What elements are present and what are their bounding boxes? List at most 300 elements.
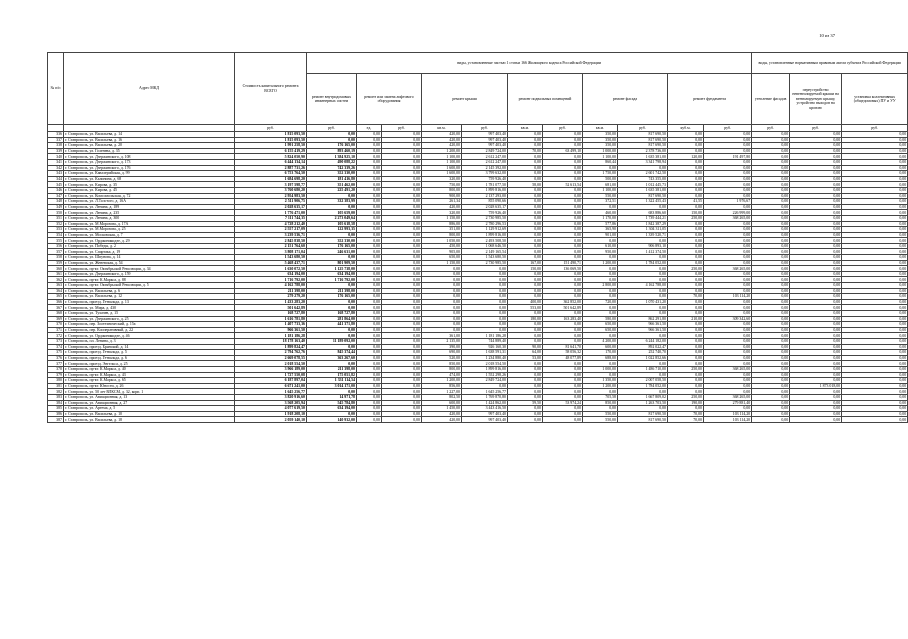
amount-cell: 168 727,80 xyxy=(307,311,357,317)
value-cell: 368 265,00 xyxy=(704,366,752,372)
value-cell: 0,00 xyxy=(842,383,908,389)
value-cell: 1 200,00 xyxy=(422,148,462,154)
value-cell: 0,00 xyxy=(752,406,790,412)
value-cell: 0,00 xyxy=(357,238,382,244)
value-cell: 0,00 xyxy=(790,333,842,339)
value-cell: 53 974,24 xyxy=(543,400,583,406)
value-cell: 0,00 xyxy=(357,311,382,317)
value-cell: 0,00 xyxy=(704,187,752,193)
value-cell: 0,00 xyxy=(357,232,382,238)
value-cell: 0,00 xyxy=(382,143,422,149)
address-cell: г. Ставрополь, ул. Васильева, д. 6 xyxy=(64,288,235,294)
value-cell: 0,00 xyxy=(508,322,543,328)
amount-cell: 363 267,60 xyxy=(307,355,357,361)
value-cell: 0,00 xyxy=(618,361,668,367)
value-cell: 368 265,00 xyxy=(704,394,752,400)
value-cell: 0,00 xyxy=(790,171,842,177)
amount-cell: 1 991 258,50 xyxy=(235,143,307,149)
col-header-foundation: ремонт фундамента xyxy=(668,74,752,125)
value-cell: 860,44 xyxy=(583,159,618,165)
value-cell: 0,00 xyxy=(790,305,842,311)
value-cell: 420,00 xyxy=(422,143,462,149)
value-cell: 759 926,40 xyxy=(462,176,508,182)
value-cell: 0,00 xyxy=(842,294,908,300)
value-cell: 0,00 xyxy=(842,355,908,361)
row-number: 344 xyxy=(48,176,64,182)
row-number: 372 xyxy=(48,333,64,339)
row-number: 360 xyxy=(48,266,64,272)
amount-cell: 0,00 xyxy=(307,327,357,333)
value-cell: 900,00 xyxy=(422,193,462,199)
value-cell: 0,00 xyxy=(668,260,704,266)
value-cell: 0,00 xyxy=(842,283,908,289)
value-cell: 0,00 xyxy=(790,316,842,322)
value-cell: 862 291,80 xyxy=(618,316,668,322)
value-cell: 0,00 xyxy=(790,350,842,356)
value-cell: 0,00 xyxy=(508,394,543,400)
amount-cell: 441 371,80 xyxy=(307,322,357,328)
value-cell: 0,00 xyxy=(422,283,462,289)
value-cell: 997 403,40 xyxy=(462,137,508,143)
value-cell: 2 800,00 xyxy=(583,283,618,289)
address-cell: г. Ставрополь, пр-кт. Октябрьской Революции, д. 34 xyxy=(64,266,235,272)
value-cell: 0,00 xyxy=(704,148,752,154)
value-cell: 0,00 xyxy=(842,132,908,138)
value-cell: 0,00 xyxy=(357,294,382,300)
amount-cell: 176 165,00 xyxy=(307,294,357,300)
value-cell: 0,00 xyxy=(462,288,508,294)
value-cell: 0,00 xyxy=(790,199,842,205)
address-cell: г. Ставрополь, ул. Тухачев, д. 15 xyxy=(64,311,235,317)
value-cell: 0,00 xyxy=(668,288,704,294)
unit-cell: руб. xyxy=(752,125,790,132)
amount-cell: 140 932,00 xyxy=(307,417,357,423)
value-cell: 0,00 xyxy=(668,305,704,311)
row-number: 342 xyxy=(48,165,64,171)
value-cell: 0,00 xyxy=(752,255,790,261)
row-number: 349 xyxy=(48,204,64,210)
value-cell: 0,00 xyxy=(357,271,382,277)
amount-cell: 1 384 925,10 xyxy=(307,154,357,160)
value-cell: 0,00 xyxy=(842,299,908,305)
value-cell: 0,00 xyxy=(752,271,790,277)
value-cell: 997 403,40 xyxy=(462,143,508,149)
value-cell: 0,00 xyxy=(382,154,422,160)
value-cell: 1 000,00 xyxy=(583,148,618,154)
value-cell: 252 740,70 xyxy=(618,350,668,356)
value-cell: 743 355,00 xyxy=(618,176,668,182)
value-cell: 70,00 xyxy=(668,294,704,300)
value-cell: 70,00 xyxy=(508,148,543,154)
row-number: 365 xyxy=(48,294,64,300)
value-cell: 0,00 xyxy=(382,338,422,344)
value-cell: 850,00 xyxy=(422,361,462,367)
value-cell: 1 100,00 xyxy=(422,159,462,165)
value-cell: 0,00 xyxy=(357,266,382,272)
amount-cell: 0,00 xyxy=(307,411,357,417)
row-number: 338 xyxy=(48,143,64,149)
row-number: 350 xyxy=(48,210,64,216)
value-cell: 0,00 xyxy=(790,311,842,317)
value-cell: 1 129 912,69 xyxy=(462,227,508,233)
value-cell: 0,00 xyxy=(704,137,752,143)
value-cell: 210,00 xyxy=(668,316,704,322)
amount-cell: 0,00 xyxy=(307,137,357,143)
value-cell: 0,00 xyxy=(462,294,508,300)
value-cell: 0,00 xyxy=(842,232,908,238)
value-cell: 550,00 xyxy=(583,411,618,417)
value-cell: 0,00 xyxy=(668,255,704,261)
value-cell: 0,00 xyxy=(704,288,752,294)
address-cell: г. Ставрополь, ул. Мира, д. 430 xyxy=(64,305,235,311)
value-cell: 0,00 xyxy=(790,366,842,372)
value-cell: 0,00 xyxy=(543,271,583,277)
value-cell: 0,00 xyxy=(508,187,543,193)
value-cell: 0,00 xyxy=(382,333,422,339)
value-cell: 0,00 xyxy=(790,406,842,412)
value-cell: 58 056,32 xyxy=(543,350,583,356)
value-cell: 0,00 xyxy=(462,316,508,322)
value-cell: 0,00 xyxy=(842,159,908,165)
value-cell: 0,00 xyxy=(543,137,583,143)
value-cell: 0,00 xyxy=(668,378,704,384)
value-cell: 0,00 xyxy=(842,271,908,277)
value-cell: 2 135,00 xyxy=(422,338,462,344)
value-cell: 0,00 xyxy=(508,193,543,199)
value-cell: 0,00 xyxy=(543,199,583,205)
value-cell: 2 849 724,00 xyxy=(462,148,508,154)
value-cell: 580,00 xyxy=(583,316,618,322)
value-cell: 0,00 xyxy=(357,227,382,233)
value-cell: 0,00 xyxy=(543,288,583,294)
row-number: 368 xyxy=(48,311,64,317)
value-cell: 901,00 xyxy=(583,232,618,238)
value-cell: 1 100,00 xyxy=(422,154,462,160)
amount-cell: 1 815 093,50 xyxy=(235,137,307,143)
value-cell: 0,00 xyxy=(382,159,422,165)
value-cell: 0,00 xyxy=(752,305,790,311)
value-cell: 0,00 xyxy=(752,204,790,210)
value-cell: 460,00 xyxy=(583,210,618,216)
row-number: 383 xyxy=(48,394,64,400)
value-cell: 0,00 xyxy=(382,350,422,356)
value-cell: 0,00 xyxy=(382,243,422,249)
value-cell: 0,00 xyxy=(752,344,790,350)
value-cell: 0,00 xyxy=(842,243,908,249)
value-cell: 0,00 xyxy=(752,159,790,165)
value-cell: 0,00 xyxy=(704,406,752,412)
amount-cell: 351 462,00 xyxy=(307,182,357,188)
amount-cell: 501 642,89 xyxy=(235,305,307,311)
value-cell: 0,00 xyxy=(357,383,382,389)
value-cell: 120,00 xyxy=(668,154,704,160)
value-cell: 0,00 xyxy=(357,210,382,216)
value-cell: 0,00 xyxy=(382,305,422,311)
value-cell: 0,00 xyxy=(790,187,842,193)
value-cell: 0,00 xyxy=(382,165,422,171)
value-cell: 0,00 xyxy=(704,165,752,171)
amount-cell: 1 181 186,28 xyxy=(235,333,307,339)
value-cell: 1 000,00 xyxy=(583,366,618,372)
value-cell: 0,00 xyxy=(382,288,422,294)
amount-cell: 1 433 283,20 xyxy=(235,299,307,305)
row-number: 347 xyxy=(48,193,64,199)
value-cell: 0,00 xyxy=(583,311,618,317)
value-cell: 500,00 xyxy=(583,176,618,182)
unit-cell: кв.м. xyxy=(422,125,462,132)
row-number: 376 xyxy=(48,355,64,361)
value-cell: 150,00 xyxy=(668,210,704,216)
value-cell: 0,00 xyxy=(790,148,842,154)
row-number: 359 xyxy=(48,260,64,266)
amount-cell: 0,00 xyxy=(307,299,357,305)
amount-cell: 105 618,58 xyxy=(307,221,357,227)
value-cell: 0,00 xyxy=(790,372,842,378)
value-cell: 0,00 xyxy=(543,283,583,289)
value-cell: 0,00 xyxy=(583,389,618,395)
value-cell: 48 077,89 xyxy=(543,355,583,361)
value-cell: 63 499,10 xyxy=(543,148,583,154)
value-cell: 0,00 xyxy=(543,215,583,221)
amount-cell: 0,00 xyxy=(307,305,357,311)
value-cell: 0,00 xyxy=(508,294,543,300)
value-cell: 906 893,10 xyxy=(618,243,668,249)
value-cell: 0,00 xyxy=(508,210,543,216)
value-cell: 0,00 xyxy=(508,327,543,333)
value-cell: 0,00 xyxy=(508,227,543,233)
row-number: 345 xyxy=(48,182,64,188)
value-cell: 0,00 xyxy=(382,311,422,317)
value-cell: 690,00 xyxy=(422,350,462,356)
amount-cell: 2 059 140,10 xyxy=(235,417,307,423)
value-cell: 0,00 xyxy=(704,333,752,339)
row-number: 340 xyxy=(48,154,64,160)
value-cell: 0,00 xyxy=(422,322,462,328)
value-cell: 0,00 xyxy=(508,137,543,143)
value-cell: 0,00 xyxy=(752,238,790,244)
amount-cell: 634 194,00 xyxy=(307,406,357,412)
value-cell: 886,00 xyxy=(422,221,462,227)
value-cell: 0,00 xyxy=(790,288,842,294)
value-cell: 0,00 xyxy=(668,232,704,238)
value-cell: 0,00 xyxy=(668,406,704,412)
value-cell: 0,00 xyxy=(543,327,583,333)
value-cell: 0,00 xyxy=(752,165,790,171)
value-cell: 0,00 xyxy=(382,215,422,221)
value-cell: 0,00 xyxy=(790,210,842,216)
value-cell: 0,00 xyxy=(543,383,583,389)
value-cell: 1 100,00 xyxy=(583,187,618,193)
value-cell: 309 342,60 xyxy=(704,316,752,322)
value-cell: 950,00 xyxy=(583,249,618,255)
value-cell: 0,00 xyxy=(357,322,382,328)
address-cell: г. Ставрополь, ул. Васильева, д. 18 xyxy=(64,417,235,423)
value-cell: 0,00 xyxy=(752,383,790,389)
value-cell: 0,00 xyxy=(543,378,583,384)
value-cell: 0,00 xyxy=(543,154,583,160)
row-number: 354 xyxy=(48,232,64,238)
value-cell: 1 600,00 xyxy=(422,171,462,177)
value-cell: 420,00 xyxy=(422,132,462,138)
amount-cell: 2 151 764,60 xyxy=(235,243,307,249)
value-cell: 0,00 xyxy=(382,383,422,389)
value-cell: 0,00 xyxy=(357,277,382,283)
value-cell: 0,00 xyxy=(357,215,382,221)
value-cell: 0,00 xyxy=(422,266,462,272)
row-number: 352 xyxy=(48,221,64,227)
value-cell: 0,00 xyxy=(382,322,422,328)
amount-cell: 801 909,50 xyxy=(307,260,357,266)
value-cell: 855 090,66 xyxy=(462,199,508,205)
value-cell: 0,00 xyxy=(462,305,508,311)
value-cell: 0,00 xyxy=(842,350,908,356)
value-cell: 0,00 xyxy=(790,394,842,400)
value-cell: 0,00 xyxy=(357,316,382,322)
value-cell: 0,00 xyxy=(752,137,790,143)
amount-cell: 1 727 550,08 xyxy=(235,372,307,378)
value-cell: 58,00 xyxy=(508,182,543,188)
value-cell: 0,00 xyxy=(543,227,583,233)
value-cell: 550,00 xyxy=(583,193,618,199)
value-cell: 1 150,00 xyxy=(422,215,462,221)
value-cell: 0,00 xyxy=(618,311,668,317)
value-cell: 368 265,00 xyxy=(704,215,752,221)
value-cell: 0,00 xyxy=(752,232,790,238)
unit-cell: кв.м. xyxy=(508,125,543,132)
address-cell: г. Ставрополь, ул. Дзержинского, д. 25 xyxy=(64,316,235,322)
amount-cell: 5 824 050,90 xyxy=(235,154,307,160)
value-cell: 1 424 862,00 xyxy=(462,400,508,406)
value-cell: 0,00 xyxy=(704,249,752,255)
amount-cell: 742 339,26 xyxy=(307,165,357,171)
amount-cell: 18 178 163,40 xyxy=(235,338,307,344)
value-cell: 0,00 xyxy=(543,322,583,328)
value-cell: 400,00 xyxy=(508,299,543,305)
address-cell: г. Ставрополь, пр-кт. К.Маркса, д. 88 xyxy=(64,277,235,283)
value-cell: 0,00 xyxy=(790,338,842,344)
value-cell: 0,00 xyxy=(752,372,790,378)
value-cell: 2 378 736,00 xyxy=(618,148,668,154)
value-cell: 0,00 xyxy=(422,299,462,305)
amount-cell: 966 361,50 xyxy=(235,327,307,333)
value-cell: 0,00 xyxy=(668,143,704,149)
amount-cell: 7 111 744,35 xyxy=(235,215,307,221)
unit-cell: руб. xyxy=(462,125,508,132)
address-cell: г. Ставрополь, ул. Ленина, д. 189 xyxy=(64,204,235,210)
value-cell: 0,00 xyxy=(842,227,908,233)
value-cell: 0,00 xyxy=(668,311,704,317)
value-cell: 0,00 xyxy=(704,143,752,149)
amount-cell: 11 189 092,00 xyxy=(307,338,357,344)
unit-cell: руб. xyxy=(842,125,908,132)
value-cell: 0,00 xyxy=(790,400,842,406)
value-cell: 0,00 xyxy=(508,159,543,165)
value-cell: 0,00 xyxy=(462,322,508,328)
col-header-drainage: переустройство невентилируемой крыши на вентилируемую крышу, устройство выходов на кровлю xyxy=(790,74,842,125)
address-cell: г. Ставрополь, ул. Победы, д. 2 xyxy=(64,243,235,249)
value-cell: 2 018 554,50 xyxy=(462,361,508,367)
value-cell: 0,00 xyxy=(382,372,422,378)
value-cell: 351,00 xyxy=(422,227,462,233)
value-cell: 0,00 xyxy=(543,132,583,138)
value-cell: 0,00 xyxy=(752,361,790,367)
address-cell: г. Ставрополь, проезд. Энгельса, д. 25 xyxy=(64,361,235,367)
amount-cell: 175 051,82 xyxy=(307,372,357,378)
value-cell: 0,00 xyxy=(382,361,422,367)
value-cell: 0,00 xyxy=(357,378,382,384)
address-cell: г. Ставрополь, проезд. Брянский, д. 14 xyxy=(64,344,235,350)
value-cell: 0,00 xyxy=(508,411,543,417)
value-cell: 0,00 xyxy=(357,333,382,339)
row-number: 348 xyxy=(48,199,64,205)
value-cell: 1 635 381,00 xyxy=(618,154,668,160)
value-cell: 0,00 xyxy=(752,366,790,372)
address-cell: г. Ставрополь, ул. Л.Толстого, д. 16А xyxy=(64,199,235,205)
value-cell: 0,00 xyxy=(462,271,508,277)
value-cell: 1 181 186,28 xyxy=(462,333,508,339)
amount-cell: 352 330,00 xyxy=(307,238,357,244)
value-cell: 0,00 xyxy=(543,176,583,182)
row-number: 351 xyxy=(48,215,64,221)
value-cell: 0,00 xyxy=(752,338,790,344)
value-cell: 0,00 xyxy=(382,283,422,289)
value-cell: 0,00 xyxy=(422,305,462,311)
amount-cell: 1 543 680,50 xyxy=(235,255,307,261)
value-cell: 0,00 xyxy=(618,294,668,300)
row-number: 362 xyxy=(48,277,64,283)
value-cell: 0,00 xyxy=(382,187,422,193)
value-cell: 250,00 xyxy=(668,266,704,272)
value-cell: 2 849 724,00 xyxy=(462,378,508,384)
amount-cell: 0,00 xyxy=(307,283,357,289)
value-cell: 0,00 xyxy=(618,406,668,412)
value-cell: 372,51 xyxy=(583,199,618,205)
value-cell: 0,00 xyxy=(583,294,618,300)
value-cell: 226 999,00 xyxy=(704,210,752,216)
value-cell: 0,00 xyxy=(583,277,618,283)
amount-cell: 279 279,20 xyxy=(235,294,307,300)
value-cell: 817 690,50 xyxy=(618,143,668,149)
amount-cell: 1 716 792,00 xyxy=(307,277,357,283)
amount-cell: 6 187 897,04 xyxy=(235,378,307,384)
value-cell: 0,00 xyxy=(357,389,382,395)
value-cell: 0,00 xyxy=(842,417,908,423)
value-cell: 0,00 xyxy=(704,159,752,165)
value-cell: 59,50 xyxy=(508,400,543,406)
value-cell: 0,00 xyxy=(583,204,618,210)
value-cell: 70,00 xyxy=(668,411,704,417)
value-cell: 0,00 xyxy=(462,299,508,305)
value-cell: 0,00 xyxy=(357,182,382,188)
value-cell: 350,00 xyxy=(583,132,618,138)
value-cell: 0,00 xyxy=(382,299,422,305)
amount-cell: 1 645 256,77 xyxy=(235,389,307,395)
value-cell: 0,00 xyxy=(790,327,842,333)
unit-cell: руб. xyxy=(307,125,357,132)
value-cell: 0,00 xyxy=(668,227,704,233)
value-cell: 0,00 xyxy=(752,350,790,356)
value-cell: 0,00 xyxy=(704,311,752,317)
value-cell: 0,00 xyxy=(357,132,382,138)
amount-cell: 122 993,35 xyxy=(307,227,357,233)
value-cell: 0,00 xyxy=(422,288,462,294)
value-cell: 650,00 xyxy=(583,327,618,333)
value-cell: 0,00 xyxy=(752,389,790,395)
value-cell: 0,00 xyxy=(618,238,668,244)
value-cell: 0,00 xyxy=(668,361,704,367)
value-cell: 0,00 xyxy=(382,193,422,199)
value-cell: 0,00 xyxy=(704,260,752,266)
